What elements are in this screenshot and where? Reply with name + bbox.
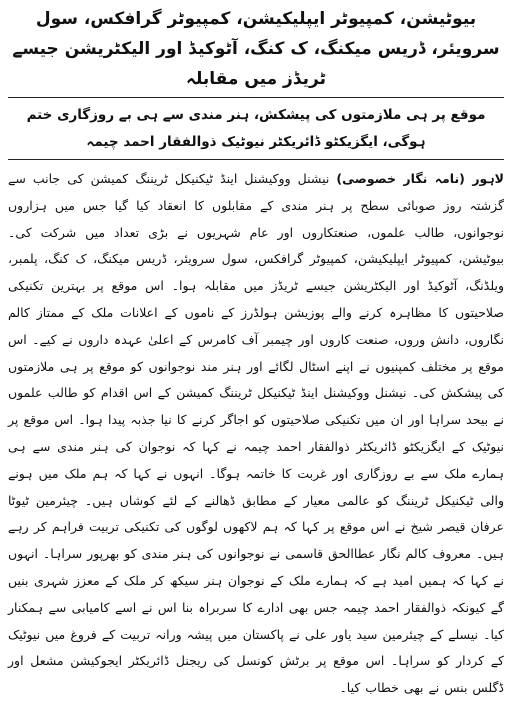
article-headline: بیوٹیشن، کمپیوٹر ایپلیکیشن، کمپیوٹر گرافکس، سول سرویئر، ڈریس میکنگ، ک کنگ، آٹوکیڈ اور الیکٹریشن جیسے ٹریڈز میں مقابلہ xyxy=(12,9,500,89)
subheadline-divider xyxy=(8,159,504,160)
article-body-text: نیشنل ووکیشنل اینڈ ٹیکنیکل ٹریننگ کمیشن کی جانب سے گزشتہ روز صوبائی سطح پر ہنر مندی کے مقابلوں کا انعقاد کیا گیا جس میں ہزاروں نوجوانوں، طالب علموں، صنعتکاروں اور عام شہریوں نے بڑی تعداد میں شرکت کی۔ بیوٹیشن، کمپیوٹر ایپلیکیشن، کمپیوٹر گرافکس، سول سرویئر، ڈریس میکنگ، ک کنگ، پلمبر، ویلڈنگ، آٹوکیڈ اور الیکٹریشن جیسے ٹریڈز میں مقابلہ ہوا۔ اس موقع پر بہترین تکنیکی صلاحیتوں کا مظاہرہ کرنے والے پوزیشن ہولڈرز کے ناموں کے اعلانات ملک کے ممتاز کالم نگاروں، دانش وروں، صنعت کاروں اور چیمبر آف کامرس کے اعلیٰ عہدہ داروں نے کیے۔ اس موقع پر مختلف کمپنیوں نے اپنے اسٹال لگائے اور ہنر مند نوجوانوں کو موقع پر ہی ملازمتوں کی پیشکش کی۔ نیشنل ووکیشنل اینڈ ٹیکنیکل ٹریننگ کمیشن کے اس اقدام کو طالب علموں نے بیحد سراہا اور ان میں تکنیکی صلاحیتوں کو اجاگر کرنے کا نیا جذبہ پیدا ہوا۔ اس موقع پر نیوٹیک کے ایگزیکٹو ڈائریکٹر ذوالفقار احمد چیمہ نے کہا کہ نوجوان کی ہنر مندی سے ہی ہمارے ملک سے بے روزگاری اور غربت کا خاتمہ ہوگا۔ انہوں نے کہا کہ ہم ملک میں ہونے والی ٹیکنیکل ٹریننگ کو عالمی معیار کے مطابق ڈھالنے کے لئے کوشاں ہیں۔ چیئرمین ٹیوٹا عرفان قیصر شیخ نے اس موقع پر کہا کہ ہم لاکھوں لوگوں کی تکنیکی تربیت فراہم کر رہے ہیں۔ معروف کالم نگار عطاالحق قاسمی نے نوجوانوں کی ہنر مندی کو بھرپور سراہا۔ انہوں نے کہا کہ ہمیں امید ہے کہ ہمارے ملک کے نوجوان ہنر سیکھ کر ملک کے معزز شہری بنیں گے کیونکہ ذوالفقار احمد چیمہ جس بھی ادارے کا سربراہ بنا اس نے اسے کامیابی سے ہمکنار کیا۔ نیسلے کے چیئرمین سید یاور علی نے پاکستان میں پیشہ ورانہ تربیت کے فروغ میں نیوٹیک کے کردار کو سراہا۔ اس موقع پر برٹش کونسل کی ریجنل ڈائریکٹر ایجوکیشن مشعل اور ڈگلس بنس نے بھی خطاب کیا۔ xyxy=(8,171,504,696)
article-subheadline: موقع پر ہی ملازمتوں کی پیشکش، ہنر مندی سے ہی بے روزگاری ختم ہوگی، ایگزیکٹو ڈائریکٹر نیوٹیک ذوالفقار احمد چیمہ xyxy=(26,107,486,150)
article-dateline: لاہور (نامہ نگار خصوصی) xyxy=(336,171,504,186)
article-body xyxy=(8,166,504,702)
headline-divider xyxy=(8,97,504,98)
